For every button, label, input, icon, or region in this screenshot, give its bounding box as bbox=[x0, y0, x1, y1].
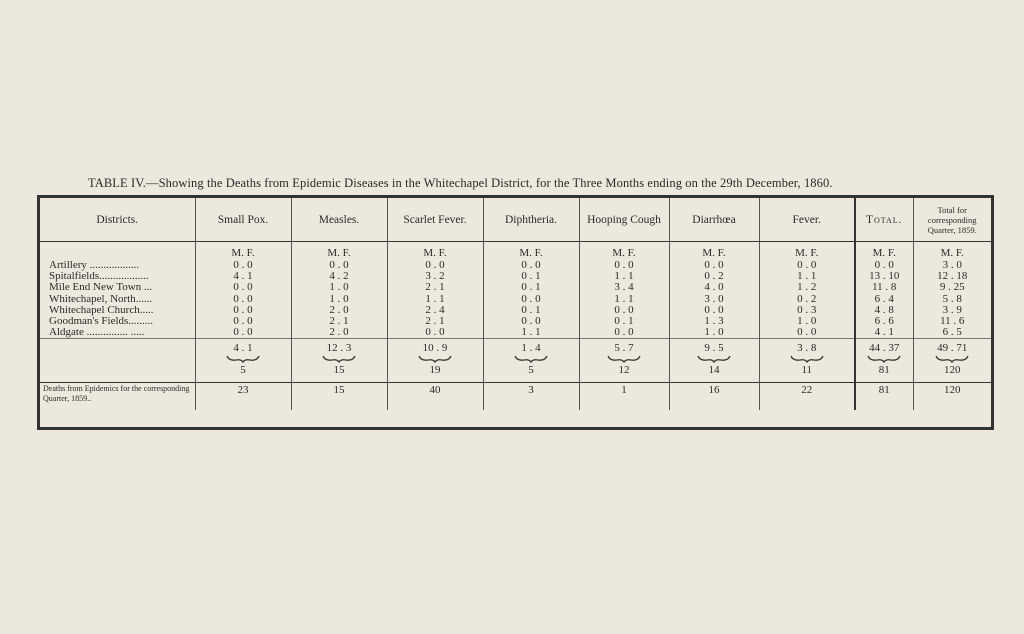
header-scarlet-fever: Scarlet Fever. bbox=[387, 198, 483, 242]
mf-label: M. F. bbox=[669, 242, 759, 261]
sum-value: 49 . 71 bbox=[937, 342, 968, 355]
grand-total-value: 12 bbox=[618, 364, 630, 377]
table-cell: 4 . 2 bbox=[291, 271, 387, 282]
table-cell: 0 . 0 bbox=[483, 294, 579, 305]
table-caption: TABLE IV.—Showing the Deaths from Epidemic Diseases in the Whitechapel District, for the Three Months ending on the 29th December, 1860. bbox=[88, 176, 833, 190]
brace-icon bbox=[417, 355, 453, 363]
table-cell: 2 . 0 bbox=[291, 327, 387, 339]
table-cell: 6 . 6 bbox=[855, 316, 913, 327]
table-cell: 3 . 4 bbox=[579, 282, 669, 293]
sum-row bbox=[40, 339, 991, 383]
table-cell: 0 . 0 bbox=[759, 327, 855, 339]
header-hooping-cough: Hooping Cough bbox=[579, 198, 669, 242]
table-cell: 9 . 25 bbox=[939, 281, 965, 294]
table-cell: 1 . 0 bbox=[669, 327, 759, 339]
sum-cell bbox=[483, 339, 579, 383]
district-name: Whitechapel Church..... bbox=[40, 305, 195, 316]
table-cell: 6 . 5 bbox=[942, 326, 962, 339]
table-cell: 4 . 1 bbox=[855, 327, 913, 339]
sum-value: 9 . 5 bbox=[704, 342, 724, 355]
table-cell: 0 . 0 bbox=[195, 327, 291, 339]
grand-total-value: 11 bbox=[801, 364, 813, 377]
mf-label: M. F. bbox=[195, 242, 291, 261]
table-cell: 0 . 0 bbox=[387, 327, 483, 339]
table-cell: 4 . 8 bbox=[855, 305, 913, 316]
table-row bbox=[40, 327, 991, 339]
header-row bbox=[40, 198, 991, 242]
table-cell: 0 . 0 bbox=[195, 260, 291, 271]
previous-quarter-value: 40 bbox=[387, 383, 483, 411]
grand-total-value: 19 bbox=[429, 364, 441, 377]
sum-cell bbox=[387, 339, 483, 383]
table-cell: 3 . 2 bbox=[387, 271, 483, 282]
sum-value: 3 . 8 bbox=[797, 342, 817, 355]
table-cell: 0 . 0 bbox=[579, 305, 669, 316]
table-cell: 4 . 0 bbox=[669, 282, 759, 293]
header-total: Total. bbox=[855, 198, 913, 242]
brace-icon bbox=[606, 355, 642, 363]
sum-cell bbox=[759, 339, 855, 383]
table-cell: 0 . 0 bbox=[195, 282, 291, 293]
previous-quarter-value: 1 bbox=[579, 383, 669, 411]
table-cell: 0 . 0 bbox=[579, 260, 669, 271]
sum-value: 12 . 3 bbox=[326, 342, 352, 355]
sum-value: 1 . 4 bbox=[521, 342, 541, 355]
header-diphtheria: Diphtheria. bbox=[483, 198, 579, 242]
sum-value: 44 . 37 bbox=[869, 342, 900, 355]
sum-cell bbox=[195, 339, 291, 383]
header-districts: Districts. bbox=[40, 198, 195, 242]
grand-total-value: 5 bbox=[528, 364, 534, 377]
table-cell: 0 . 0 bbox=[759, 260, 855, 271]
header-fever: Fever. bbox=[759, 198, 855, 242]
table-cell: 1 . 0 bbox=[759, 316, 855, 327]
mf-row bbox=[40, 242, 991, 261]
brace-icon bbox=[321, 355, 357, 363]
grand-total-value: 5 bbox=[240, 364, 246, 377]
brace-icon bbox=[934, 355, 970, 363]
district-name: Spitalfields.................. bbox=[40, 271, 195, 282]
table-cell: 12 . 18 bbox=[937, 270, 968, 283]
table-cell: 0 . 0 bbox=[195, 316, 291, 327]
table-cell: 5 . 8 bbox=[942, 292, 962, 305]
table-row bbox=[40, 271, 991, 282]
table-cell: 1 . 2 bbox=[759, 282, 855, 293]
previous-quarter-value: 15 bbox=[291, 383, 387, 411]
previous-quarter-row bbox=[40, 383, 991, 411]
brace-icon bbox=[225, 355, 261, 363]
grand-total-value: 120 bbox=[944, 364, 961, 377]
grand-total-value: 81 bbox=[878, 364, 890, 377]
previous-quarter-label: Deaths from Epidemics for the corresponding Quarter, 1859.. bbox=[40, 383, 195, 411]
table-cell: 3 . 9 bbox=[942, 303, 962, 316]
header-measles: Measles. bbox=[291, 198, 387, 242]
table-cell: 3 . 0 bbox=[942, 259, 962, 272]
table-cell: 1 . 1 bbox=[759, 271, 855, 282]
previous-quarter-value: 81 bbox=[855, 383, 913, 411]
header-diarrhoea: Diarrhœa bbox=[669, 198, 759, 242]
table-row bbox=[40, 316, 991, 327]
table-cell: 1 . 1 bbox=[579, 271, 669, 282]
table-cell: 6 . 4 bbox=[855, 294, 913, 305]
sum-value: 4 . 1 bbox=[233, 342, 253, 355]
previous-quarter-value: 120 bbox=[913, 383, 991, 411]
brace-icon bbox=[789, 355, 825, 363]
district-name: Whitechapel, North...... bbox=[40, 294, 195, 305]
table-cell: 1 . 1 bbox=[387, 294, 483, 305]
table-row bbox=[40, 294, 991, 305]
table-cell: 3 . 0 bbox=[669, 294, 759, 305]
mf-label: M. F. bbox=[387, 242, 483, 261]
table-cell: 13 . 10 bbox=[855, 271, 913, 282]
table-cell: 11 . 8 bbox=[855, 282, 913, 293]
district-name: Aldgate ............... ..... bbox=[40, 327, 195, 339]
table-cell: 0 . 0 bbox=[195, 294, 291, 305]
table-row bbox=[40, 282, 991, 293]
brace-icon bbox=[696, 355, 732, 363]
mf-label: M. F. bbox=[291, 242, 387, 261]
table-cell: 0 . 3 bbox=[759, 305, 855, 316]
header-total-1859: Total for corresponding Quarter, 1859. bbox=[913, 198, 991, 242]
table-cell: 0 . 0 bbox=[855, 260, 913, 271]
table-cell: 0 . 1 bbox=[483, 305, 579, 316]
table-cell: 1 . 0 bbox=[291, 282, 387, 293]
table-cell: 2 . 1 bbox=[387, 316, 483, 327]
brace-icon bbox=[866, 355, 902, 363]
sum-cell bbox=[913, 339, 991, 383]
mf-label: M. F. bbox=[940, 247, 964, 259]
sum-value: 5 . 7 bbox=[614, 342, 634, 355]
table-row bbox=[40, 305, 991, 316]
grand-total-value: 14 bbox=[708, 364, 720, 377]
table-cell: 0 . 0 bbox=[483, 260, 579, 271]
table-cell: 4 . 1 bbox=[195, 271, 291, 282]
table-cell: 0 . 1 bbox=[483, 271, 579, 282]
table-cell: 0 . 0 bbox=[387, 260, 483, 271]
brace-icon bbox=[513, 355, 549, 363]
previous-quarter-value: 16 bbox=[669, 383, 759, 411]
table-cell: 0 . 2 bbox=[759, 294, 855, 305]
sum-cell bbox=[855, 339, 913, 383]
previous-quarter-value: 3 bbox=[483, 383, 579, 411]
table-cell: 0 . 0 bbox=[669, 305, 759, 316]
district-name: Goodman's Fields......... bbox=[40, 316, 195, 327]
table-cell: 11 . 6 bbox=[940, 315, 965, 328]
table-cell: 2 . 1 bbox=[291, 316, 387, 327]
table-cell: 0 . 0 bbox=[483, 316, 579, 327]
previous-quarter-value: 22 bbox=[759, 383, 855, 411]
table-row bbox=[40, 260, 991, 271]
table-cell: 0 . 0 bbox=[195, 305, 291, 316]
sum-cell bbox=[291, 339, 387, 383]
mf-label: M. F. bbox=[855, 242, 913, 261]
table-cell: 0 . 2 bbox=[669, 271, 759, 282]
table-cell: 0 . 1 bbox=[579, 316, 669, 327]
table-cell: 0 . 0 bbox=[579, 327, 669, 339]
sum-cell bbox=[669, 339, 759, 383]
table-cell: 2 . 0 bbox=[291, 305, 387, 316]
table-cell: 0 . 0 bbox=[669, 260, 759, 271]
mf-label: M. F. bbox=[483, 242, 579, 261]
sum-value: 10 . 9 bbox=[422, 342, 448, 355]
table-cell: 2 . 1 bbox=[387, 282, 483, 293]
grand-total-value: 15 bbox=[333, 364, 345, 377]
previous-quarter-value: 23 bbox=[195, 383, 291, 411]
district-name: Artillery .................. bbox=[40, 260, 195, 271]
table-cell: 1 . 0 bbox=[291, 294, 387, 305]
sum-cell bbox=[579, 339, 669, 383]
table-cell: 1 . 1 bbox=[579, 294, 669, 305]
table-cell: 2 . 4 bbox=[387, 305, 483, 316]
table-cell: 0 . 0 bbox=[291, 260, 387, 271]
mf-label: M. F. bbox=[759, 242, 855, 261]
table-cell: 1 . 1 bbox=[483, 327, 579, 339]
district-name: Mile End New Town ... bbox=[40, 282, 195, 293]
header-small-pox: Small Pox. bbox=[195, 198, 291, 242]
table-cell: 0 . 1 bbox=[483, 282, 579, 293]
deaths-table bbox=[37, 195, 994, 430]
mf-label: M. F. bbox=[579, 242, 669, 261]
table-cell: 1 . 3 bbox=[669, 316, 759, 327]
